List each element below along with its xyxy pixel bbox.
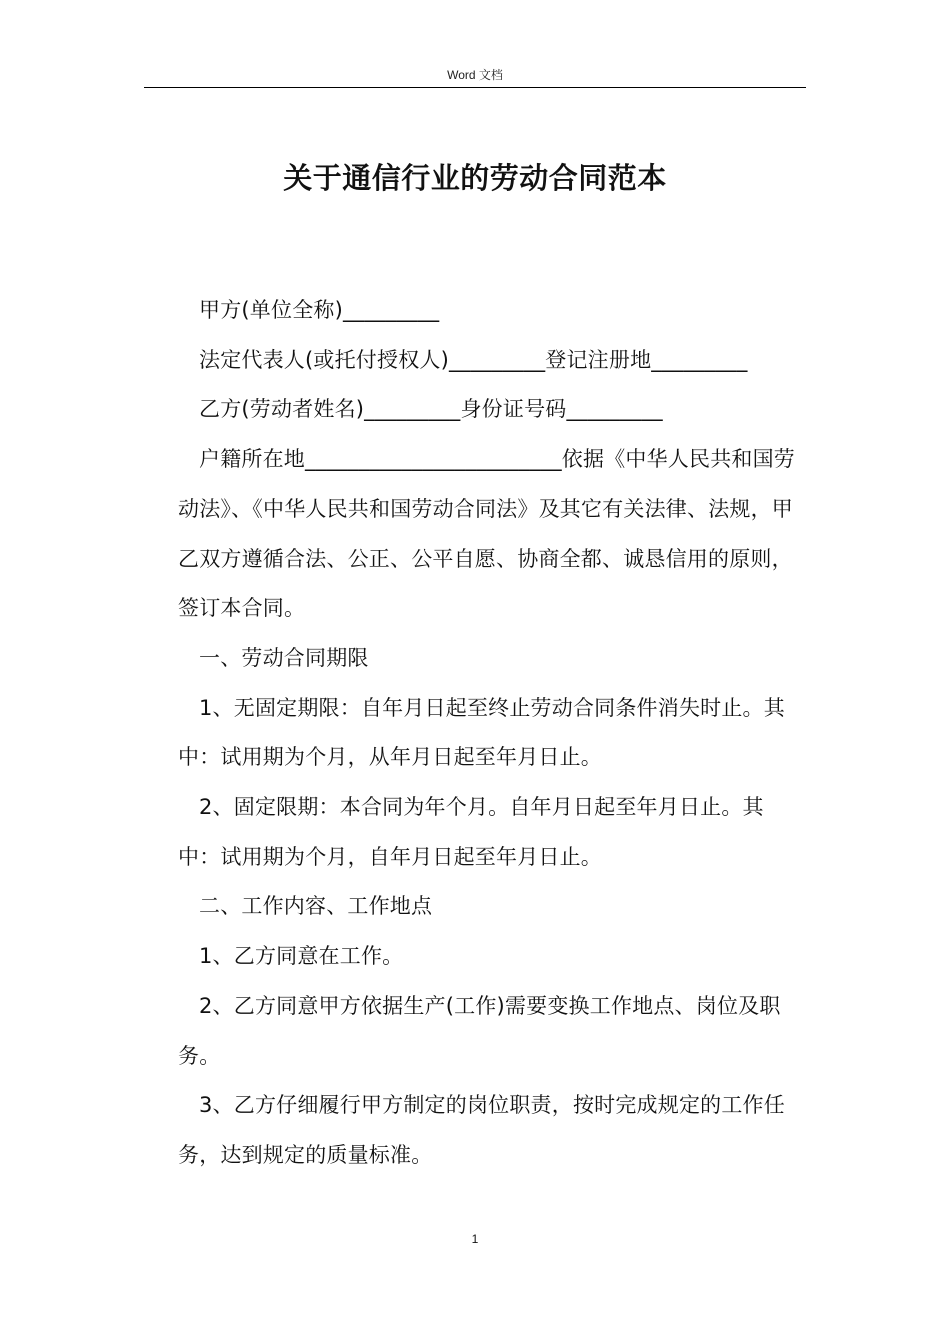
party-a-line: 甲方(单位全称)_________	[199, 298, 440, 322]
section-heading-work: 二、工作内容、工作地点	[199, 894, 433, 919]
clause-work-change: 2、乙方同意甲方依据生产(工作)需要变换工作地点、岗位及职务。	[178, 993, 781, 1068]
page-header: Word 文档	[447, 68, 503, 82]
section-heading-term: 一、劳动合同期限	[199, 645, 369, 670]
party-b-line: 乙方(劳动者姓名)_________身份证号码_________	[199, 397, 663, 422]
document-body	[178, 286, 804, 1181]
header-divider	[144, 87, 806, 88]
clause-fixed-term: 2、固定限期：本合同为年个月。自年月日起至年月日止。其中：试用期为个月，自年月日起至年月日止。	[178, 795, 764, 869]
preamble-paragraph: 户籍所在地________________________依据《中华人民共和国劳动法》、《中华人民共和国劳动合同法》及其它有关法律、法规，甲乙双方遵循合法、公正、公平自愿、协商全都、诚恳信用的原则，签订本合同。	[178, 447, 795, 621]
clause-work-place: 1、乙方同意在工作。	[199, 944, 404, 969]
page-number: 1	[471, 1232, 479, 1246]
document-title: 关于通信行业的劳动合同范本	[283, 161, 667, 195]
clause-duties: 3、乙方仔细履行甲方制定的岗位职责，按时完成规定的工作任务，达到规定的质量标准。	[178, 1093, 785, 1167]
legal-representative-line: 法定代表人(或托付授权人)_________登记注册地_________	[199, 347, 748, 372]
clause-indefinite-term: 1、无固定期限：自年月日起至终止劳动合同条件消失时止。其中：试用期为个月，从年月日起至年月日止。	[178, 695, 785, 770]
